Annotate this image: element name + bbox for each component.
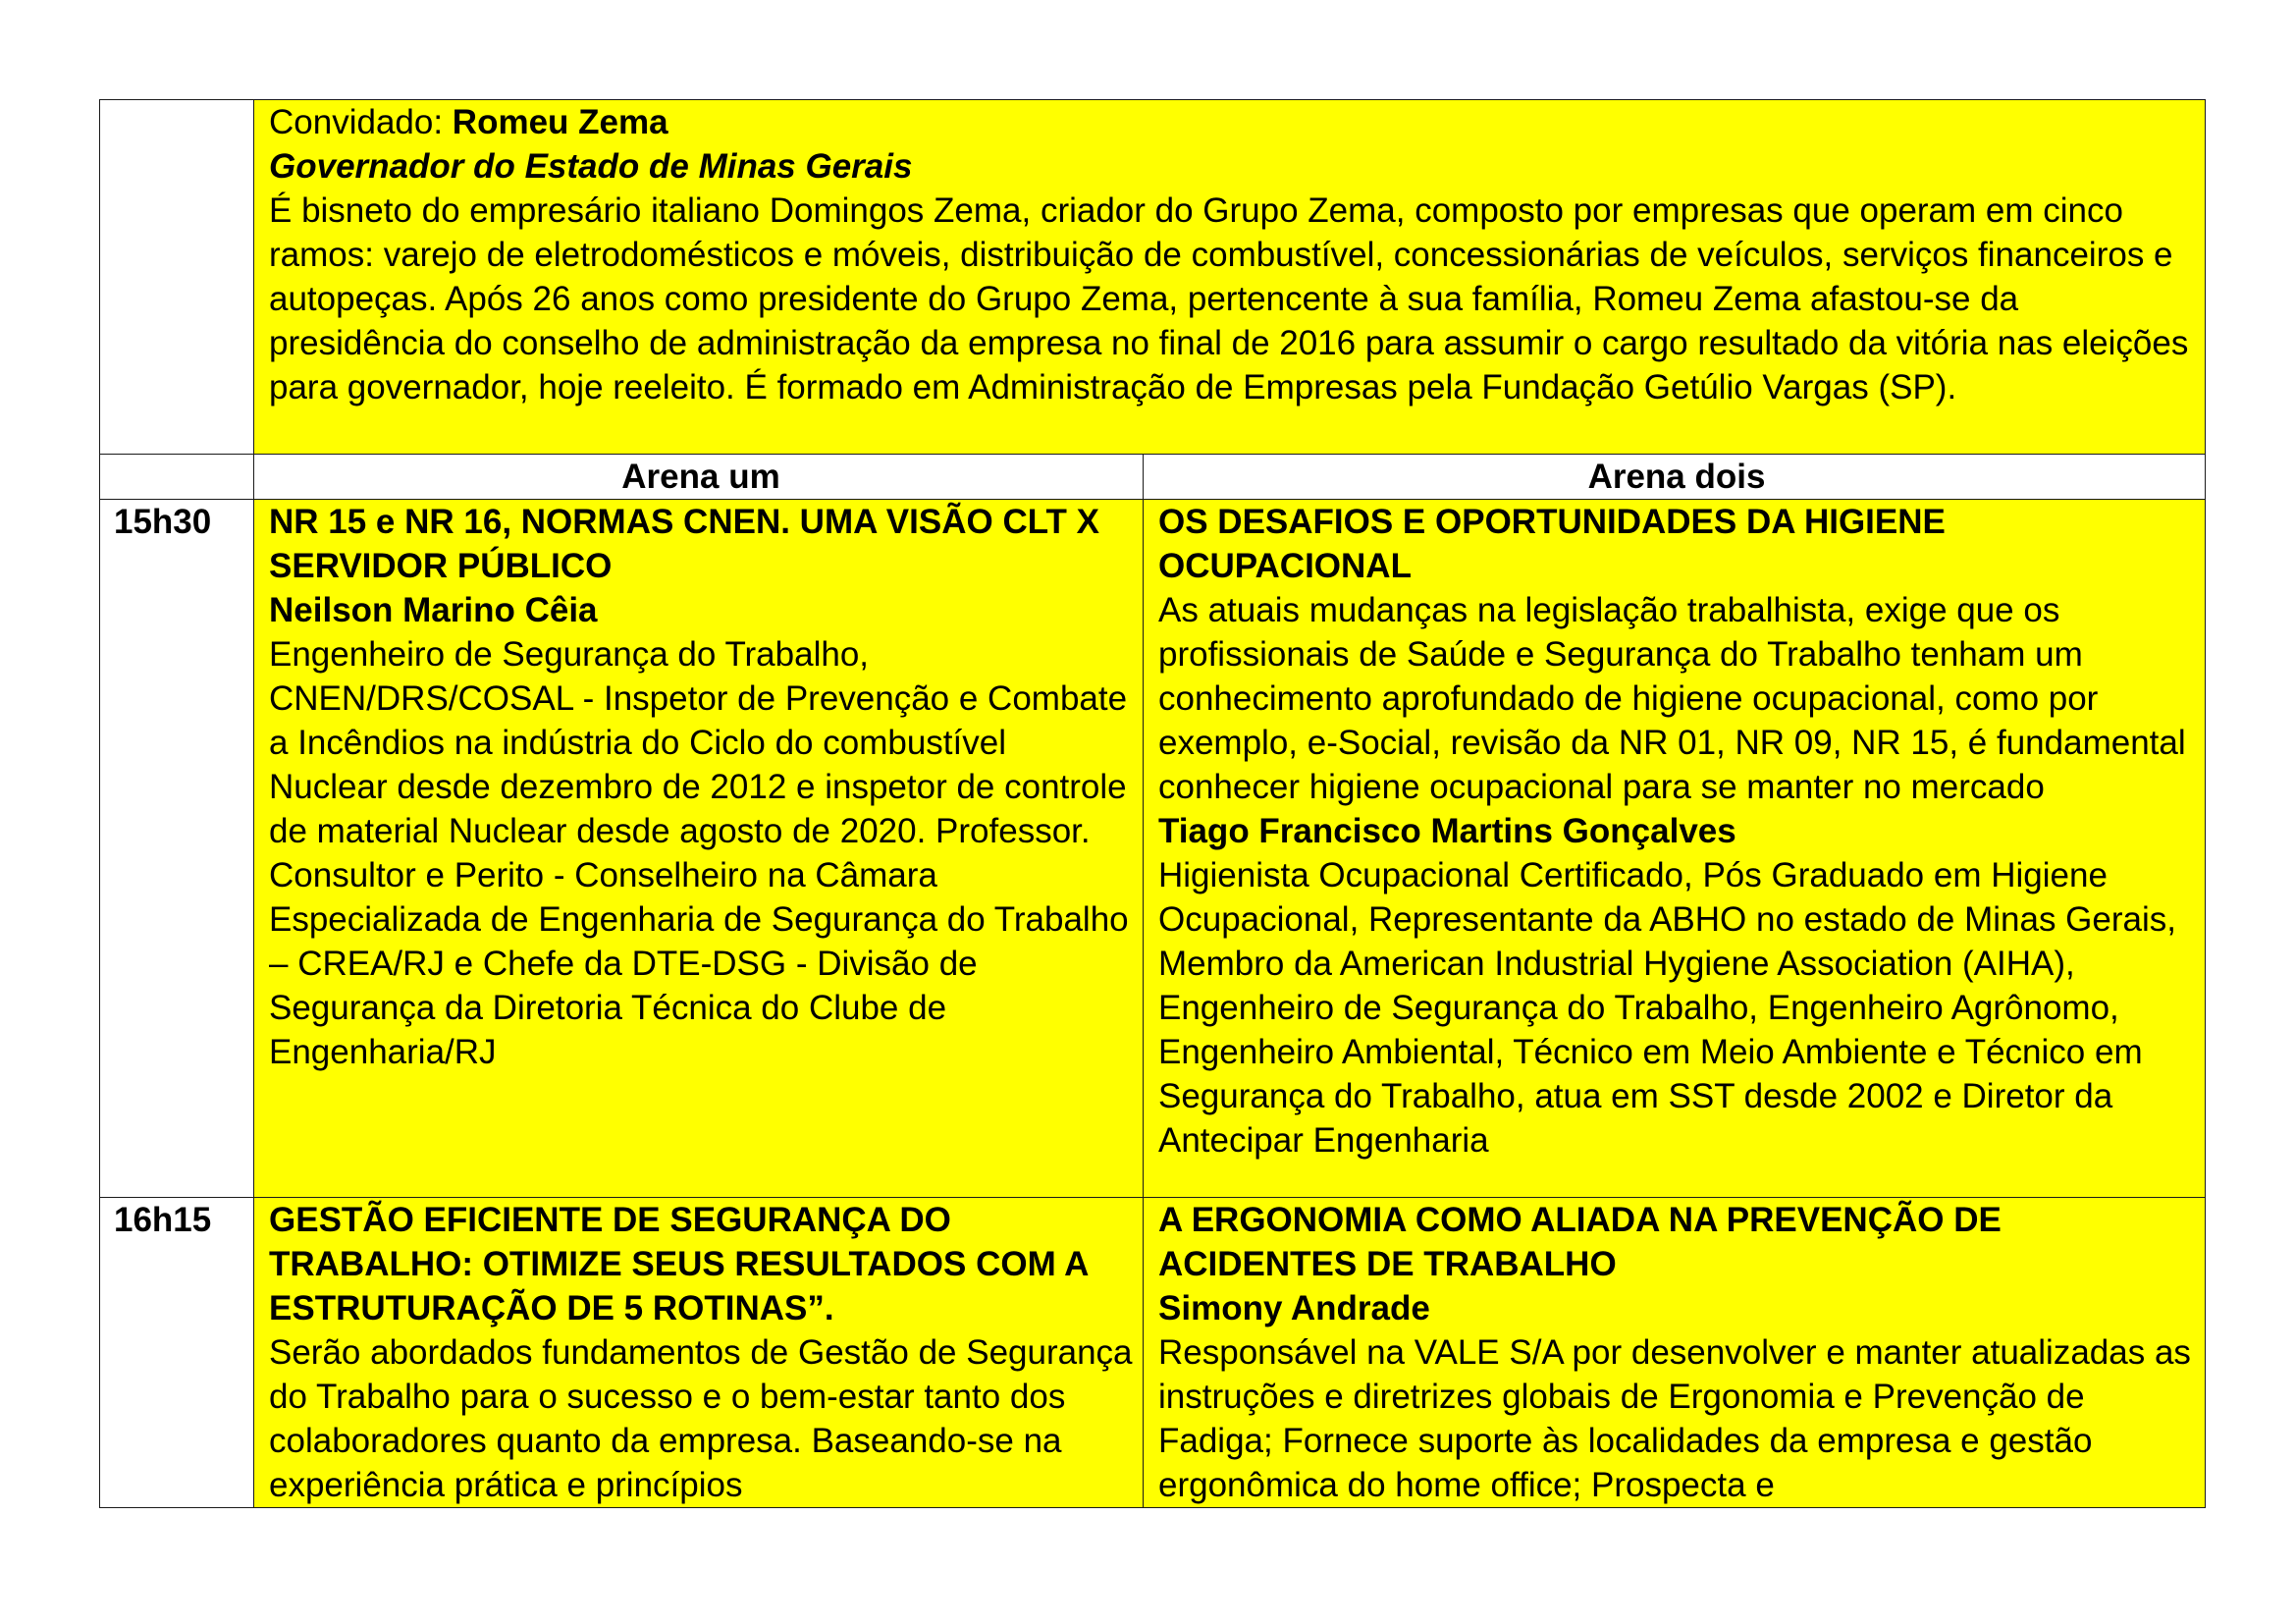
session-description: As atuais mudanças na legislação trabalhista, exige que os profissionais de Saúde e Segurança do Trabalho tenham um conhecimento aprofundado de higiene ocupacional, como por exemplo, e-Social, revisão da NR 01, NR 09, NR 15, é fundamental conhecer higiene ocupacional para se manter no mercado [1158,591,2186,806]
guest-label: Convidado: [269,103,453,141]
arena-two-header: Arena dois [1144,455,2206,500]
arena-two-session [1144,500,2206,1198]
session-row [100,1198,2206,1508]
speaker-bio: Responsável na VALE S/A por desenvolver e manter atualizadas as instruções e diretrizes globais de Ergonomia e Prevenção de Fadiga; Fornece suporte às localidades da empresa e gestão ergonômica do home office; Prospecta e [1158,1333,2191,1504]
speaker-name: Simony Andrade [1158,1289,1430,1327]
session-time: 15h30 [100,500,254,1198]
arena-header-time-cell [100,455,254,500]
guest-name: Romeu Zema [452,103,668,141]
arena-header-row [100,455,2206,500]
guest-bio: É bisneto do empresário italiano Domingos Zema, criador do Grupo Zema, composto por empresas que operam em cinco ramos: varejo de eletrodomésticos e móveis, distribuição de combustível, concessionárias de veículos, serviços financeiros e autopeças. Após 26 anos como presidente do Grupo Zema, pertencente à sua família, Romeu Zema afastou-se da presidência do conselho de administração da empresa no final de 2016 para assumir o cargo resultado da vitória nas eleições para governador, hoje reeleito. É formado em Administração de Empresas pela Fundação Getúlio Vargas (SP). [269,191,2189,406]
session-description: Serão abordados fundamentos de Gestão de Segurança do Trabalho para o sucesso e o bem-estar tanto dos colaboradores quanto da empresa. Baseando-se na experiência prática e princípios [269,1333,1133,1504]
intro-time-cell [100,100,254,455]
session-title: GESTÃO EFICIENTE DE SEGURANÇA DO TRABALHO: OTIMIZE SEUS RESULTADOS COM A ESTRUTURAÇÃO DE 5 ROTINAS”. [269,1201,1089,1327]
arena-one-session [254,1198,1144,1508]
arena-two-session [1144,1198,2206,1508]
speaker-bio: Engenheiro de Segurança do Trabalho, CNEN/DRS/COSAL - Inspetor de Prevenção e Combate a Incêndios na indústria do Ciclo do combustível Nuclear desde dezembro de 2012 e inspetor de controle de material Nuclear desde agosto de 2020. Professor. Consultor e Perito - Conselheiro na Câmara Especializada de Engenharia de Segurança do Trabalho – CREA/RJ e Chefe da DTE-DSG - Divisão de Segurança da Diretoria Técnica do Clube de Engenharia/RJ [269,635,1129,1071]
intro-row [100,100,2206,455]
speaker-bio: Higienista Ocupacional Certificado, Pós Graduado em Higiene Ocupacional, Representante da ABHO no estado de Minas Gerais, Membro da American Industrial Hygiene Association (AIHA), Engenheiro de Segurança do Trabalho, Engenheiro Agrônomo, Engenheiro Ambiental, Técnico em Meio Ambiente e Técnico em Segurança do Trabalho, atua em SST desde 2002 e Diretor da Antecipar Engenharia [1158,856,2176,1160]
speaker-name: Tiago Francisco Martins Gonçalves [1158,812,1736,850]
arena-one-session [254,500,1144,1198]
arena-one-header: Arena um [254,455,1144,500]
guest-role: Governador do Estado de Minas Gerais [269,147,913,186]
speaker-name: Neilson Marino Cêia [269,591,598,629]
session-time: 16h15 [100,1198,254,1508]
guest-cell [254,100,2206,455]
session-title: NR 15 e NR 16, NORMAS CNEN. UMA VISÃO CLT X SERVIDOR PÚBLICO [269,503,1099,585]
guest-line [269,100,2195,144]
schedule-table [99,99,2206,1508]
session-title: OS DESAFIOS E OPORTUNIDADES DA HIGIENE OCUPACIONAL [1158,503,1946,585]
session-title: A ERGONOMIA COMO ALIADA NA PREVENÇÃO DE ACIDENTES DE TRABALHO [1158,1201,2002,1283]
session-row [100,500,2206,1198]
